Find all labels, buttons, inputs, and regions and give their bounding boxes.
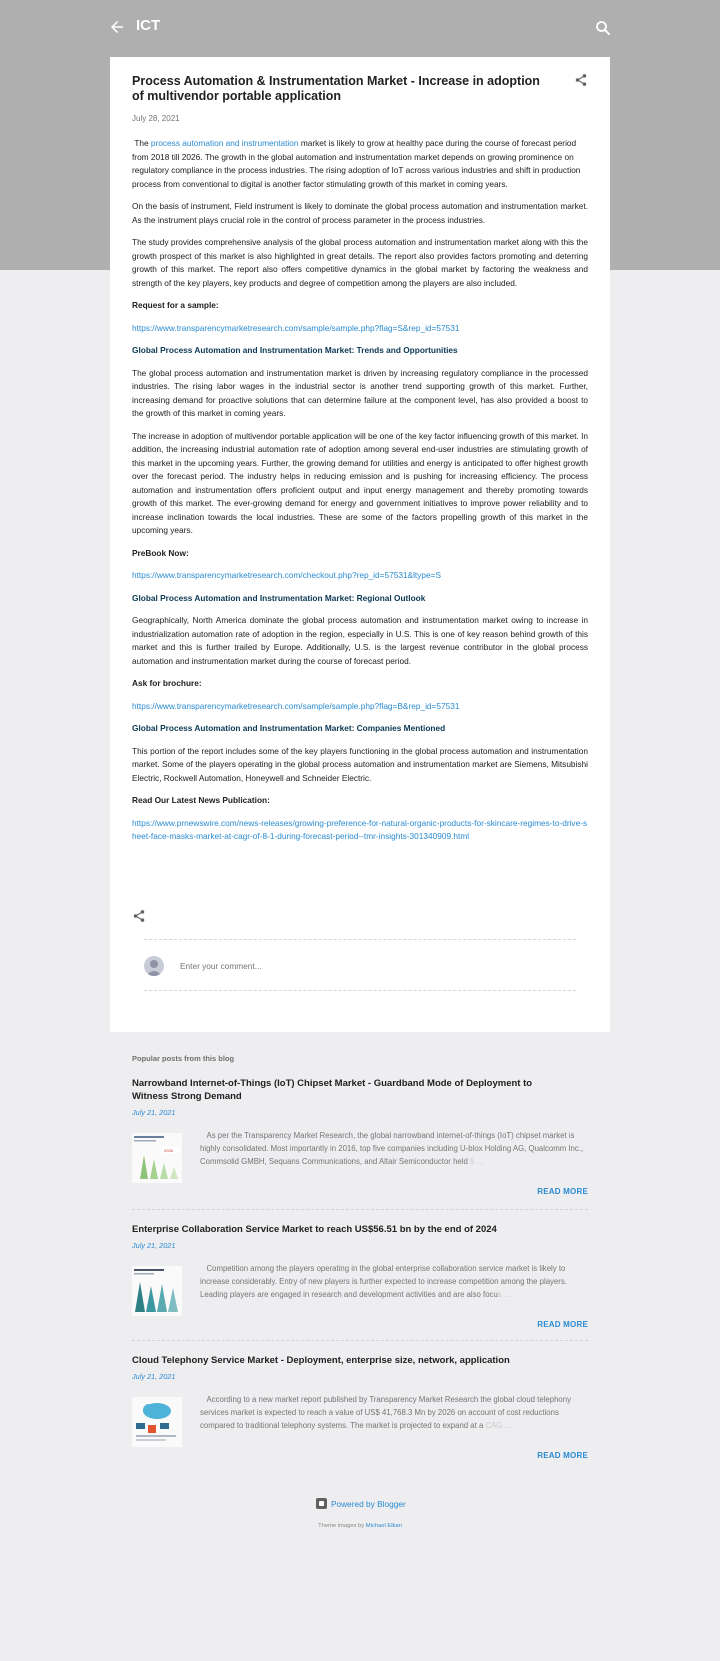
user-silhouette-icon [144, 956, 164, 976]
paragraph [132, 137, 588, 191]
paragraph: The global process automation and instrumentation market is driven by increasing regulatory compliance in the processed industries. The rising labor wages in the industrial sector is another trend supporting growth of this market. Further, increasing demand for proactive solutions that can determine failure at the component level, has also provided a boost to the growth of this market in coming years. [132, 367, 588, 418]
paragraph: Geographically, North America dominate the global process automation and instrumentation market owing to increase in industrialization automation rate of adoption in the region, especially in U.S. This is one of key reason behind growth of this market and this is further trailed by Europe. Additionally, U.S. is the largest revenue contributor in the global process automation and instrumentation market during the course of forecast period. [132, 615, 588, 666]
read-more-link[interactable]: READ MORE [537, 1451, 588, 1460]
top-bar [0, 0, 720, 56]
popular-post-snippet [200, 1262, 588, 1302]
brochure-link[interactable]: https://www.transparencymarketresearch.com/sample/sample.php?flag=B&rep_id=57531 [132, 700, 460, 711]
comment-box [144, 939, 576, 991]
powered-by-blogger-link[interactable] [316, 1498, 406, 1512]
popular-post-title[interactable]: Narrowband Internet-of-Things (IoT) Chipset Market - Guardband Mode of Deployment to Witness Strong Demand [132, 1078, 533, 1102]
paragraph-text: The [134, 138, 151, 148]
paragraph: The study provides comprehensive analysis of the global process automation and instrumentation market along with this the growth prospect of this market is also highlighted in great details. The report also provides factors promoting and deterring growth of this market. The report also offers competitive dynamics in the global market by factoring the weakness and strength of the key players, key products and degree of competition among the players are also included. [132, 237, 588, 288]
post-divider [132, 1209, 588, 1210]
svg-text:2026: 2026 [164, 1148, 173, 1153]
share-icon[interactable] [132, 909, 146, 923]
read-more-link[interactable]: READ MORE [537, 1187, 588, 1196]
section-heading: Global Process Automation and Instrumentation Market: Trends and Opportunities [132, 345, 458, 355]
popular-post-date: July 21, 2021 [132, 1241, 176, 1250]
paragraph-text: market is likely to grow at healthy pace during the course of forecast period from 2018 till 2026. The growth in the global automation and instrumentation market depends on growing prominence on regulatory compliance in the process industries. The rising adoption of IoT across various industries and shift in production process from conventional to digital is another factor stimulating growth of this market in coming years. [132, 138, 581, 189]
post-thumbnail[interactable] [132, 1133, 182, 1183]
theme-author-link[interactable]: Michael Elkan [365, 1523, 402, 1529]
section-heading: Global Process Automation and Instrumentation Market: Regional Outlook [132, 592, 426, 603]
prebook-label: PreBook Now: [132, 547, 189, 558]
post-divider [132, 1340, 588, 1341]
read-more-link[interactable]: READ MORE [537, 1320, 588, 1329]
back-arrow-icon[interactable] [108, 18, 126, 36]
popular-post-snippet [200, 1129, 588, 1169]
post-card [110, 57, 610, 1032]
theme-credit-text: Theme images by [318, 1523, 366, 1529]
comment-input[interactable] [180, 958, 560, 974]
popular-post-title[interactable]: Cloud Telephony Service Market - Deployment, enterprise size, network, application [132, 1355, 510, 1366]
popular-post-date: July 21, 2021 [132, 1372, 176, 1381]
snippet-ellipsis: 5 … [467, 1157, 485, 1167]
prebook-link[interactable]: https://www.transparencymarketresearch.com/checkout.php?rep_id=57531&ltype=S [132, 570, 441, 580]
snippet-ellipsis: CAG … [483, 1421, 513, 1431]
paragraph: The increase in adoption of multivendor portable application will be one of the key factor influencing growth of this market. In addition, the increasing industrial automation rate of adoption among several end-user industries are stimulating growth of this market in the upcoming years. Further, the growing demand for utilities and energy is anticipated to offer highest growth over the forecast period. The industry helps in reducing emission and is pushing for increasing efficiency. The process automation and instrumentation offers proficient output and input energy management and thereby promoting towards growth of this market. The ever-growing demand for energy and government initiatives to improve power reliability and to increase inclination towards the local industries. These are some of the factors propelling growth of this market in the upcoming years. [132, 430, 588, 535]
popular-post [132, 1077, 588, 1196]
theme-credit [0, 1523, 720, 1529]
powered-by-text: Powered by Blogger [331, 1499, 406, 1509]
popular-posts-heading: Popular posts from this blog [132, 1054, 235, 1063]
popular-post-snippet [200, 1393, 588, 1433]
snippet-text: According to a new market report published by Transparency Market Research the global cloud telephony services market is expected to reach a value of US$ 41,768.3 Mn by 2026 on account of cost reductions compared to traditional telephony systems. The market is projected to expand at a [200, 1395, 571, 1431]
section-heading: Global Process Automation and Instrumentation Market: Companies Mentioned [132, 723, 446, 733]
popular-post [132, 1223, 588, 1329]
popular-post-date: July 21, 2021 [132, 1108, 176, 1117]
post-thumbnail[interactable] [132, 1266, 182, 1316]
paragraph: On the basis of instrument, Field instrument is likely to dominate the global process automation and instrumentation market. As the instrument plays crucial role in the control of process parameter in the process industries. [132, 201, 588, 225]
inline-link[interactable]: process automation and instrumentation [150, 138, 299, 148]
post-body [132, 137, 588, 853]
blogger-icon [316, 1498, 327, 1509]
share-icon[interactable] [574, 73, 588, 87]
avatar [144, 956, 164, 976]
brochure-label: Ask for brochure: [132, 678, 202, 688]
news-link[interactable]: https://www.prnewswire.com/news-releases/growing-preference-for-natural-organic-products-for-skincare-regimes-to-drive-sheet-face-masks-market-at-cagr-of-8-1-during-forecast-period--tmr-insights-301340909.html [132, 817, 588, 841]
search-icon[interactable] [594, 19, 612, 37]
snippet-text: As per the Transparency Market Research, the global narrowband internet-of-things (IoT) chipset market is highly consolidated. Most importantly in 2016, top five companies including U-blox Holding AG, Qualcomm Inc., Commsolid GMBH, Sequans Communications, and Altair Semiconductor held [200, 1131, 584, 1167]
popular-post [132, 1354, 588, 1460]
post-date: July 28, 2021 [132, 114, 180, 123]
sample-link[interactable]: https://www.transparencymarketresearch.com/sample/sample.php?flag=S&rep_id=57531 [132, 322, 460, 333]
sample-label: Request for a sample: [132, 300, 219, 310]
snippet-text: Competition among the players operating in the global enterprise collaboration service market is likely to increase considerably. Entry of new players is further expected to increase competition among the players. Leading players are engaged in research and development activities and are also focu [200, 1264, 567, 1300]
post-title: Process Automation & Instrumentation Market - Increase in adoption of multivendor portable application [132, 74, 540, 103]
blog-title[interactable]: ICT [136, 17, 161, 34]
popular-post-title[interactable]: Enterprise Collaboration Service Market to reach US$56.51 bn by the end of 2024 [132, 1224, 497, 1235]
post-thumbnail[interactable] [132, 1397, 182, 1447]
paragraph: This portion of the report includes some of the key players functioning in the global process automation and instrumentation market. Some of the players operating in the global process automation and instrumentation market are Siemens, Mitsubishi Electric, Rockwell Automation, Honeywell and Schneider Electric. [132, 745, 588, 783]
snippet-ellipsis: s … [497, 1290, 512, 1300]
news-label: Read Our Latest News Publication: [132, 795, 270, 805]
